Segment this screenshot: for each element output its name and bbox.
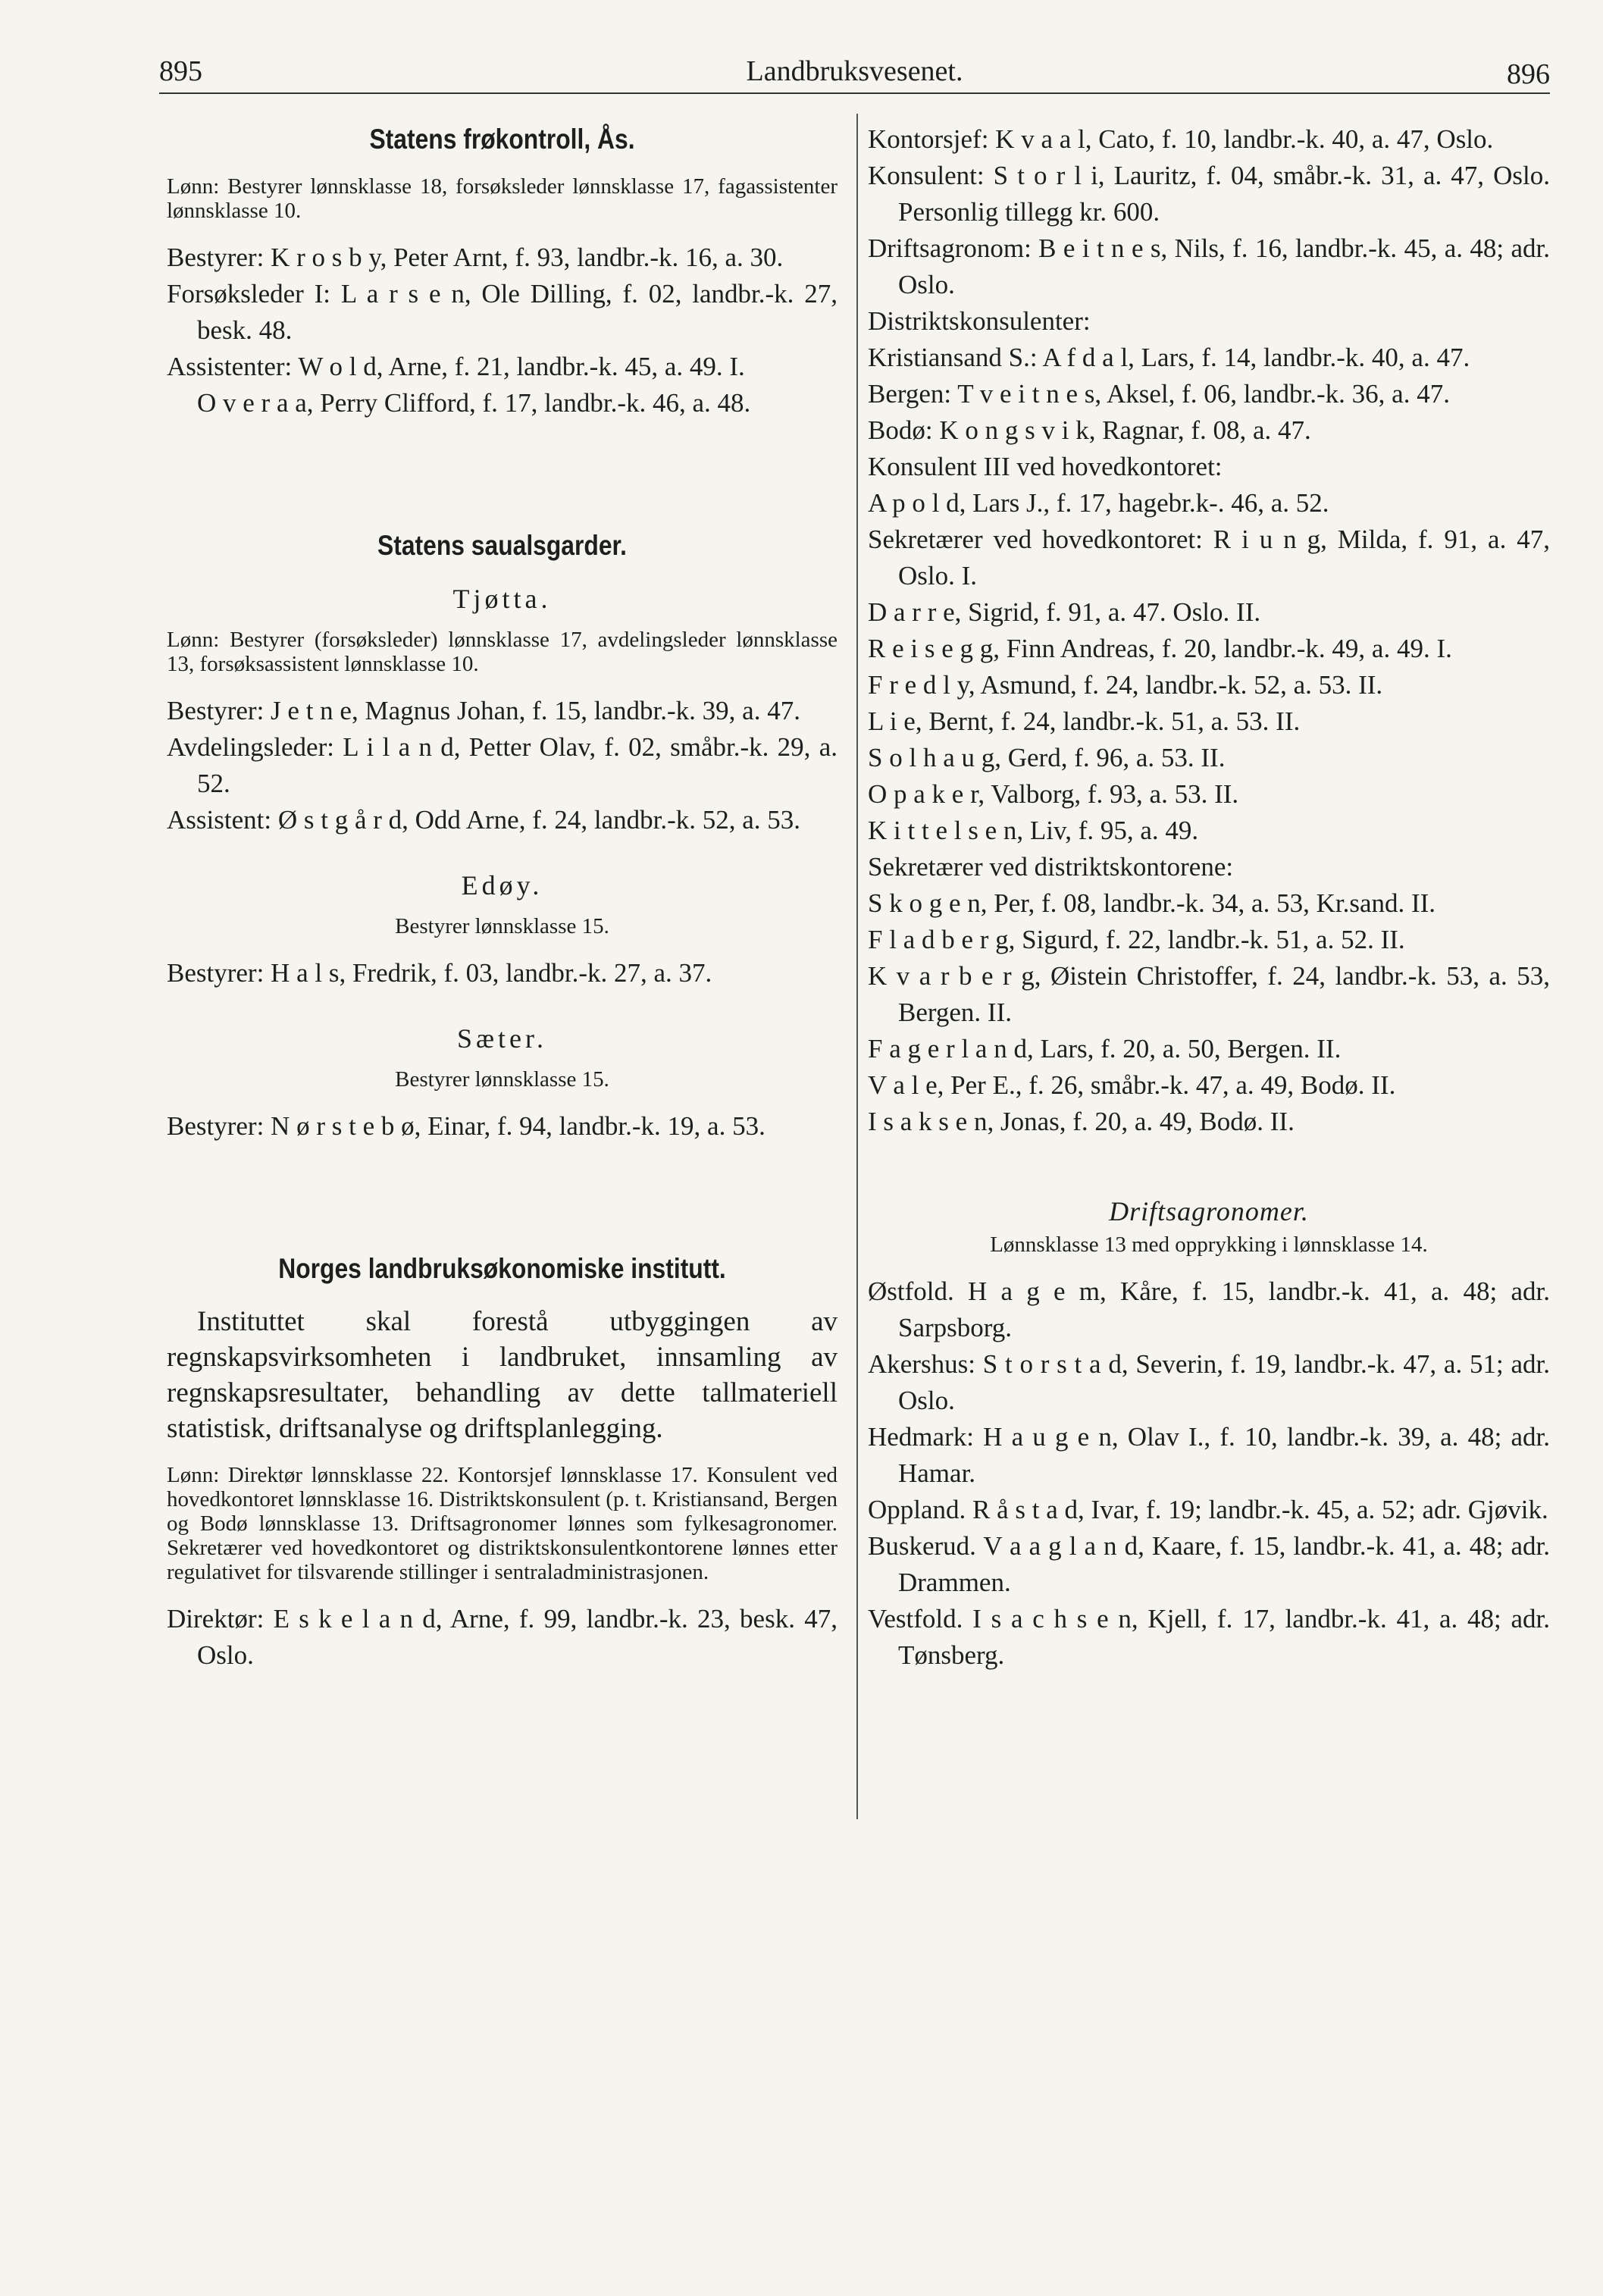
entry: Akershus: S t o r s t a d, Severin, f. 19, landbr.-k. 47, a. 51; adr. Oslo. xyxy=(868,1349,1550,1415)
entry: K i t t e l s e n, Liv, f. 95, a. 49. xyxy=(868,816,1199,845)
lonn-nli: Lønn: Direktør lønnsklasse 22. Kontorsjef lønnsklasse 17. Konsulent ved hovedkontoret lønnsklasse 16. Distriktskonsulent (p. t. Kristiansand, Bergen og Bodø lønnsklasse 13. Driftsagronomer lønnes som fylkesagronomer. Sekretærer ved hovedkontoret og distriktskonsulentkontorene lønnes etter regulativet for tilsvarende stillinger i sentraladministrasjonen. xyxy=(167,1463,838,1584)
entry: Forsøksleder I: L a r s e n, Ole Dilling, f. 02, landbr.-k. 27, besk. 48. xyxy=(167,279,838,345)
entry: S k o g e n, Per, f. 08, landbr.-k. 34, a. 53, Kr.sand. II. xyxy=(868,888,1436,918)
entry: Avdelingsleder: L i l a n d, Petter Olav, f. 02, småbr.-k. 29, a. 52. xyxy=(167,732,838,798)
entry: S o l h a u g, Gerd, f. 96, a. 53. II. xyxy=(868,743,1226,772)
page-number-right: 896 xyxy=(1507,58,1550,90)
section-title-nli: Norges landbruksøkonomiske institutt. xyxy=(278,1253,726,1284)
heading-konsulent3: Konsulent III ved hovedkontoret: xyxy=(868,452,1223,481)
entry: Kristiansand S.: A f d a l, Lars, f. 14, landbr.-k. 40, a. 47. xyxy=(868,343,1470,372)
entry: F r e d l y, Asmund, f. 24, landbr.-k. 52, a. 53. II. xyxy=(868,670,1383,700)
lonn-frokontroll: Lønn: Bestyrer lønnsklasse 18, forsøksleder lønnsklasse 17, fagassistenter lønnsklasse 10. xyxy=(167,174,838,223)
entry: R e i s e g g, Finn Andreas, f. 20, landbr.-k. 49, a. 49. I. xyxy=(868,634,1452,663)
entry: Bergen: T v e i t n e s, Aksel, f. 06, landbr.-k. 36, a. 47. xyxy=(868,379,1450,409)
lonn-saeter: Bestyrer lønnsklasse 15. xyxy=(395,1067,609,1092)
entry: Bestyrer: N ø r s t e b ø, Einar, f. 94, landbr.-k. 19, a. 53. xyxy=(167,1111,765,1141)
entry: Østfold. H a g e m, Kåre, f. 15, landbr.-k. 41, a. 48; adr. Sarpsborg. xyxy=(868,1276,1550,1342)
entry: Hedmark: H a u g e n, Olav I., f. 10, landbr.-k. 39, a. 48; adr. Hamar. xyxy=(868,1422,1550,1488)
entry: F l a d b e r g, Sigurd, f. 22, landbr.-k. 51, a. 52. II. xyxy=(868,925,1405,954)
entry: O v e r a a, Perry Clifford, f. 17, landbr.-k. 46, a. 48. xyxy=(197,388,751,418)
subsection-edoy: Edøy. xyxy=(461,870,543,901)
left-column xyxy=(167,121,838,1674)
entry: L i e, Bernt, f. 24, landbr.-k. 51, a. 53. II. xyxy=(868,706,1301,736)
entry: Vestfold. I s a c h s e n, Kjell, f. 17, landbr.-k. 41, a. 48; adr. Tønsberg. xyxy=(868,1604,1550,1670)
entry: Kontorsjef: K v a a l, Cato, f. 10, landbr.-k. 40, a. 47, Oslo. xyxy=(868,124,1494,154)
heading-sekretaerer-distrikt: Sekretærer ved distriktskontorene: xyxy=(868,852,1234,882)
entry: V a l e, Per E., f. 26, småbr.-k. 47, a. 49, Bodø. II. xyxy=(868,1070,1396,1100)
entry-direktor: Direktør: E s k e l a n d, Arne, f. 99, landbr.-k. 23, besk. 47, Oslo. xyxy=(167,1604,838,1670)
heading-distrikt: Distriktskonsulenter: xyxy=(868,306,1091,336)
section-title-driftsagronomer: Driftsagronomer. xyxy=(1109,1196,1309,1226)
lonn-tjotta: Lønn: Bestyrer (forsøksleder) lønnsklasse 17, avdelingsleder lønnsklasse 13, forsøksassistent lønnsklasse 10. xyxy=(167,628,838,676)
right-column xyxy=(868,121,1550,1674)
entry: Konsulent: S t o r l i, Lauritz, f. 04, småbr.-k. 31, a. 47, Oslo. Personlig tillegg kr. 600. xyxy=(868,161,1550,227)
entry: Bestyrer: J e t n e, Magnus Johan, f. 15, landbr.-k. 39, a. 47. xyxy=(167,696,800,725)
lonn-driftsagronomer: Lønnsklasse 13 med opprykking i lønnsklasse 14. xyxy=(990,1233,1428,1257)
entry: O p a k e r, Valborg, f. 93, a. 53. II. xyxy=(868,779,1239,809)
entry: D a r r e, Sigrid, f. 91, a. 47. Oslo. II. xyxy=(868,597,1261,627)
entry: Bestyrer: K r o s b y, Peter Arnt, f. 93, landbr.-k. 16, a. 30. xyxy=(167,243,784,272)
subsection-saeter: Sæter. xyxy=(456,1023,547,1054)
entry: Oppland. R å s t a d, Ivar, f. 19; landbr.-k. 45, a. 52; adr. Gjøvik. xyxy=(868,1495,1548,1524)
entry: Driftsagronom: B e i t n e s, Nils, f. 16, landbr.-k. 45, a. 48; adr. Oslo. xyxy=(868,233,1550,299)
running-title: Landbruksvesenet. xyxy=(746,55,963,87)
entry: K v a r b e r g, Øistein Christoffer, f. 24, landbr.-k. 53, a. 53, Bergen. II. xyxy=(868,961,1550,1027)
header-rule xyxy=(159,92,1550,94)
column-divider xyxy=(856,114,858,1819)
section-title-sauals: Statens saualsgarder. xyxy=(377,530,627,561)
page-number-left: 895 xyxy=(159,55,202,87)
entry: Buskerud. V a a g l a n d, Kaare, f. 15, landbr.-k. 41, a. 48; adr. Drammen. xyxy=(868,1531,1550,1597)
running-header xyxy=(159,47,1550,92)
entry: I s a k s e n, Jonas, f. 20, a. 49, Bodø. II. xyxy=(868,1107,1295,1136)
nli-intro: Instituttet skal forestå utbyggingen av regnskapsvirksomheten i landbruket, innsamling av regnskapsresultater, behandling av dette tallmateriell statistisk, driftsanalyse og driftsplanlegging. xyxy=(167,1306,838,1444)
entry: Bestyrer: H a l s, Fredrik, f. 03, landbr.-k. 27, a. 37. xyxy=(167,958,712,988)
lonn-edoy: Bestyrer lønnsklasse 15. xyxy=(395,914,609,938)
entry: Assistenter: W o l d, Arne, f. 21, landbr.-k. 45, a. 49. I. xyxy=(167,352,745,381)
entry: F a g e r l a n d, Lars, f. 20, a. 50, Bergen. II. xyxy=(868,1034,1342,1063)
entry: A p o l d, Lars J., f. 17, hagebr.k-. 46, a. 52. xyxy=(868,488,1329,518)
entry: Assistent: Ø s t g å r d, Odd Arne, f. 24, landbr.-k. 52, a. 53. xyxy=(167,805,801,835)
subsection-tjotta: Tjøtta. xyxy=(452,584,552,614)
section-title-frokontroll: Statens frøkontroll, Ås. xyxy=(369,124,635,155)
heading-sekretaerer: Sekretærer ved hovedkontoret: R i u n g, Milda, f. 91, a. 47, Oslo. I. xyxy=(868,525,1550,590)
entry: Bodø: K o n g s v i k, Ragnar, f. 08, a. 47. xyxy=(868,415,1311,445)
